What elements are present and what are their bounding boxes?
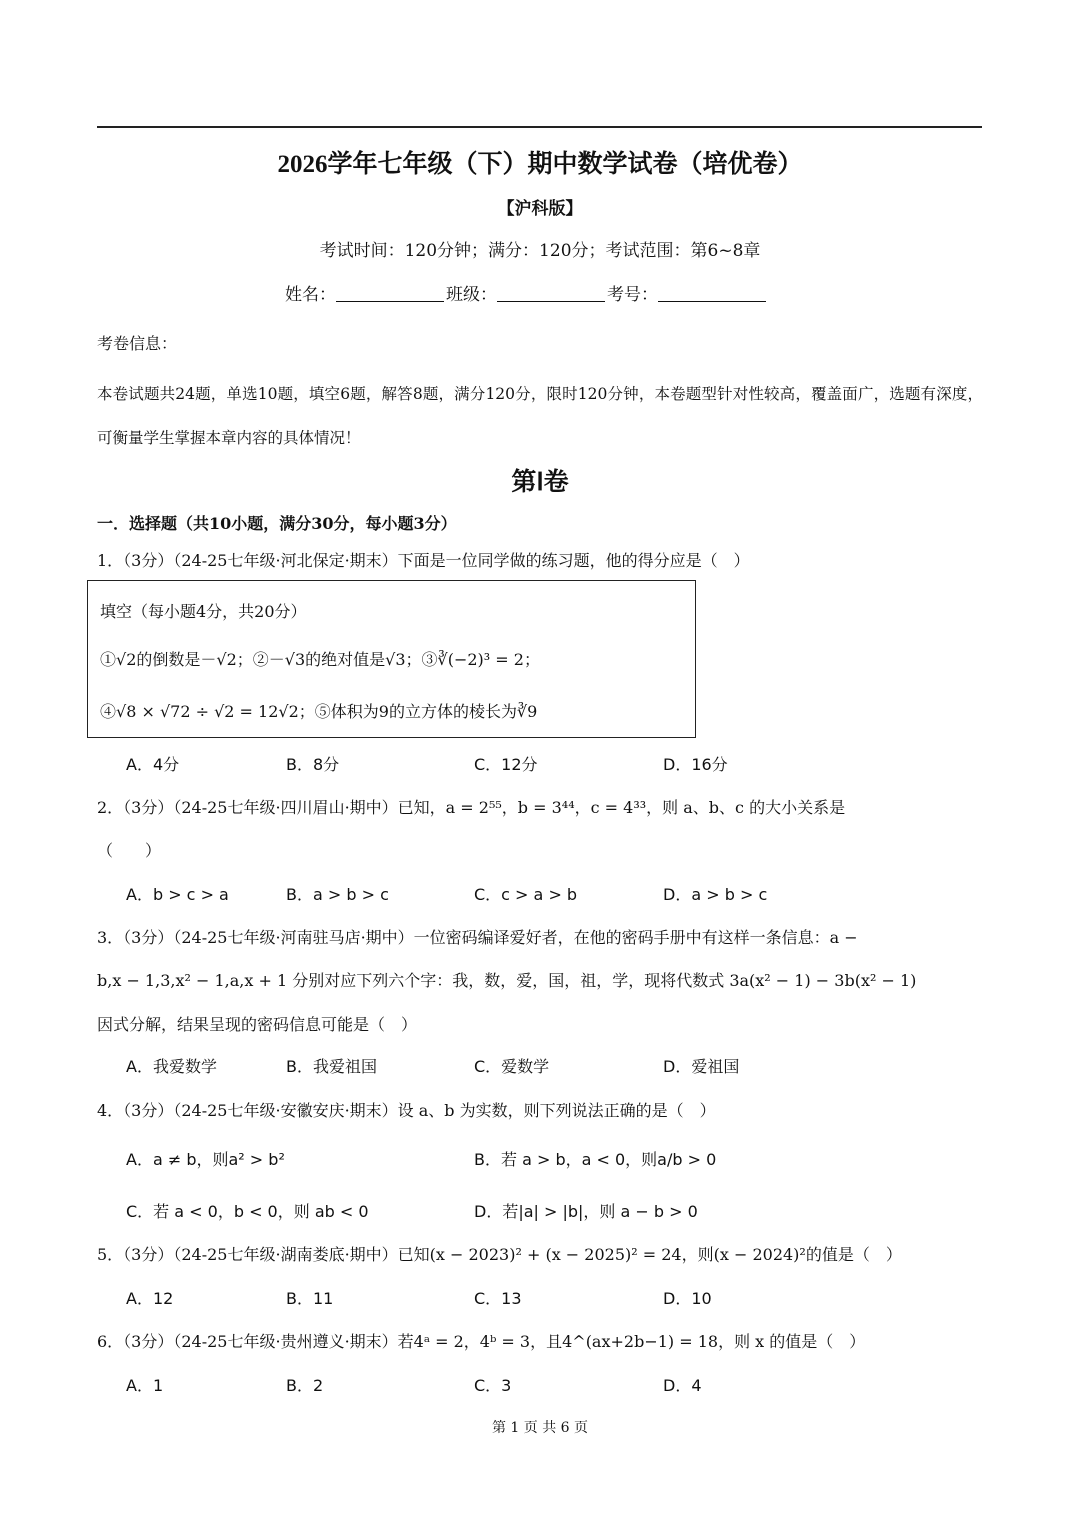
question-2-stem: 2．（3分）（24-25七年级·四川眉山·期中）已知，a = 2⁵⁵，b = 3⁴⁴，c = 4³³，则 a、b、c 的大小关系是 bbox=[97, 798, 846, 817]
question-5-stem: 5．（3分）（24-25七年级·湖南娄底·期中）已知(x − 2023)² + (x − 2025)² = 24，则(x − 2024)²的值是（ ） bbox=[97, 1245, 902, 1264]
q6-option-d[interactable]: D．4 bbox=[663, 1376, 702, 1395]
q1-option-c[interactable]: C．12分 bbox=[474, 755, 538, 774]
section-title: 一．选择题（共10小题，满分30分，每小题3分） bbox=[97, 514, 457, 533]
volume-title: 第Ⅰ卷 bbox=[511, 469, 569, 496]
question-2-stem-cont: （ ） bbox=[97, 841, 162, 860]
question-1-stem: 1．（3分）（24-25七年级·河北保定·期末）下面是一位同学做的练习题，他的得分应是（ ） bbox=[97, 551, 750, 570]
question-3-stem: 3．（3分）（24-25七年级·河南驻马店·期中）一位密码编译爱好者，在他的密码手册中有这样一条信息：a − bbox=[97, 928, 858, 947]
q3-option-c[interactable]: C．爱数学 bbox=[474, 1057, 550, 1076]
q6-option-b[interactable]: B．2 bbox=[286, 1376, 324, 1395]
id-blank[interactable] bbox=[658, 285, 766, 302]
q2-option-d[interactable]: D．a > b > c bbox=[663, 885, 768, 904]
name-label: 姓名： bbox=[285, 285, 336, 305]
name-blank[interactable] bbox=[336, 285, 444, 302]
q2-option-b[interactable]: B．a > b > c bbox=[286, 885, 389, 904]
q1-option-a[interactable]: A．4分 bbox=[126, 755, 180, 774]
q6-option-a[interactable]: A．1 bbox=[126, 1376, 164, 1395]
exam-meta: 考试时间：120分钟；满分：120分；考试范围：第6~8章 bbox=[319, 241, 761, 261]
q4-option-b[interactable]: B．若 a > b，a < 0，则a/b > 0 bbox=[474, 1150, 717, 1169]
page-footer: 第 1 页 共 6 页 bbox=[491, 1420, 589, 1436]
box-line-1: 填空（每小题4分，共20分） bbox=[100, 602, 307, 621]
box-line-3: ④√8 × √72 ÷ √2 = 12√2；⑤体积为9的立方体的棱长为∛9 bbox=[100, 702, 538, 721]
q3-option-d[interactable]: D．爱祖国 bbox=[663, 1057, 740, 1076]
question-6-stem: 6．（3分）（24-25七年级·贵州遵义·期末）若4ᵃ = 2，4ᵇ = 3，且4^(ax+2b−1) = 18，则 x 的值是（ ） bbox=[97, 1332, 866, 1351]
q3-option-a[interactable]: A．我爱数学 bbox=[126, 1057, 217, 1076]
q6-option-c[interactable]: C．3 bbox=[474, 1376, 512, 1395]
q5-option-b[interactable]: B．11 bbox=[286, 1289, 334, 1308]
top-rule bbox=[97, 126, 982, 128]
q4-option-d[interactable]: D．若|a| > |b|，则 a − b > 0 bbox=[474, 1202, 698, 1221]
q4-option-c[interactable]: C．若 a < 0，b < 0，则 ab < 0 bbox=[126, 1202, 369, 1221]
question-3-stem-cont2: 因式分解，结果呈现的密码信息可能是（ ） bbox=[97, 1015, 418, 1034]
edition-label: 【沪科版】 bbox=[497, 199, 583, 219]
info-label: 考卷信息： bbox=[97, 334, 178, 353]
question-1-box bbox=[87, 580, 696, 738]
page-title: 2026学年七年级（下）期中数学试卷（培优卷） bbox=[277, 151, 803, 178]
question-4-stem: 4．（3分）（24-25七年级·安徽安庆·期末）设 a、b 为实数，则下列说法正确的是（ ） bbox=[97, 1101, 716, 1120]
student-fields bbox=[285, 280, 768, 305]
q4-option-a[interactable]: A．a ≠ b，则a² > b² bbox=[126, 1150, 285, 1169]
q2-option-a[interactable]: A．b > c > a bbox=[126, 885, 229, 904]
q5-option-d[interactable]: D．10 bbox=[663, 1289, 712, 1308]
q5-option-a[interactable]: A．12 bbox=[126, 1289, 174, 1308]
class-blank[interactable] bbox=[497, 285, 605, 302]
q5-option-c[interactable]: C．13 bbox=[474, 1289, 522, 1308]
class-label: 班级： bbox=[446, 285, 497, 305]
q1-option-d[interactable]: D．16分 bbox=[663, 755, 728, 774]
id-label: 考号： bbox=[607, 285, 658, 305]
info-paragraph: 本卷试题共24题，单选10题，填空6题，解答8题，满分120分，限时120分钟，本卷题型针对性较高，覆盖面广，选题有深度，可衡量学生掌握本章内容的具体情况！ bbox=[97, 385, 983, 447]
question-3-stem-cont: b,x − 1,3,x² − 1,a,x + 1 分别对应下列六个字：我，数，爱，国，祖，学，现将代数式 3a(x² − 1) − 3b(x² − 1) bbox=[97, 971, 917, 990]
q3-option-b[interactable]: B．我爱祖国 bbox=[286, 1057, 377, 1076]
box-line-2: ①√2的倒数是－√2；②－√3的绝对值是√3；③∛(−2)³ = 2； bbox=[100, 650, 540, 669]
q2-option-c[interactable]: C．c > a > b bbox=[474, 885, 578, 904]
q1-option-b[interactable]: B．8分 bbox=[286, 755, 340, 774]
